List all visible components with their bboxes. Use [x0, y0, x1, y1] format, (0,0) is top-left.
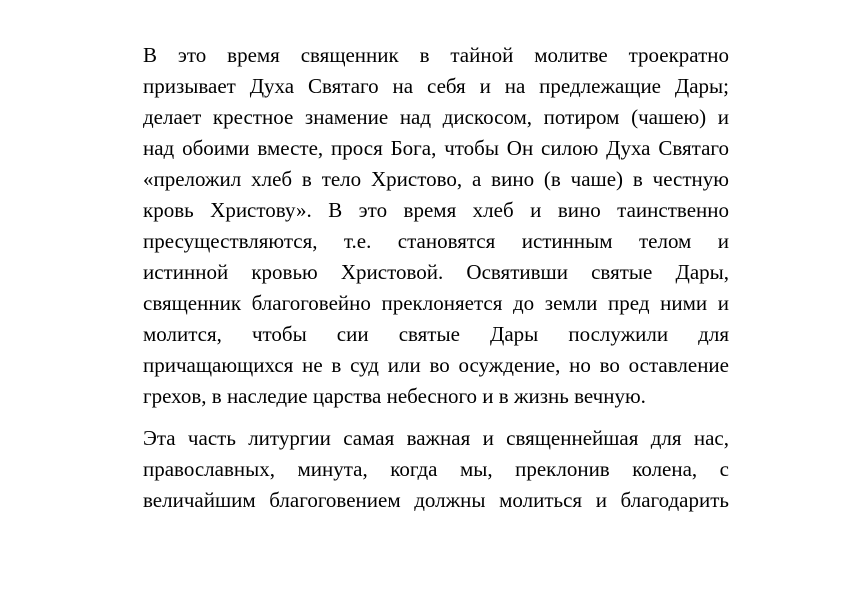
text-line: молится, чтобы сии святые Дары послужили для — [143, 322, 729, 346]
text-body — [143, 40, 729, 516]
text-line: делает крестное знамение над дискосом, потиром (чашею) и — [143, 105, 729, 129]
text-line: истинной кровью Христовой. Освятивши святые Дары, — [143, 260, 729, 284]
text-line: причащающихся не в суд или во осуждение, но во оставление — [143, 353, 729, 377]
text-line: «преложил хлеб в тело Христово, а вино (в чаше) в честную — [143, 167, 729, 191]
paragraph-1 — [143, 40, 729, 412]
text-line: грехов, в наследие царства небесного и в жизнь вечную. — [143, 384, 646, 408]
text-line: величайшим благоговением должны молиться и благодарить — [143, 488, 729, 512]
text-line: пресуществляются, т.е. становятся истинным телом и — [143, 229, 729, 253]
text-line: кровь Христову». В это время хлеб и вино таинственно — [143, 198, 729, 222]
paragraph-2 — [143, 423, 729, 516]
text-line: священник благоговейно преклоняется до земли пред ними и — [143, 291, 729, 315]
text-line: Эта часть литургии самая важная и священнейшая для нас, — [143, 426, 729, 450]
text-line: над обоими вместе, прося Бога, чтобы Он силою Духа Святаго — [143, 136, 729, 160]
text-line: православных, минута, когда мы, преклонив колена, с — [143, 457, 729, 481]
text-line: призывает Духа Святаго на себя и на предлежащие Дары; — [143, 74, 729, 98]
text-line: В это время священник в тайной молитве троекратно — [143, 43, 729, 67]
